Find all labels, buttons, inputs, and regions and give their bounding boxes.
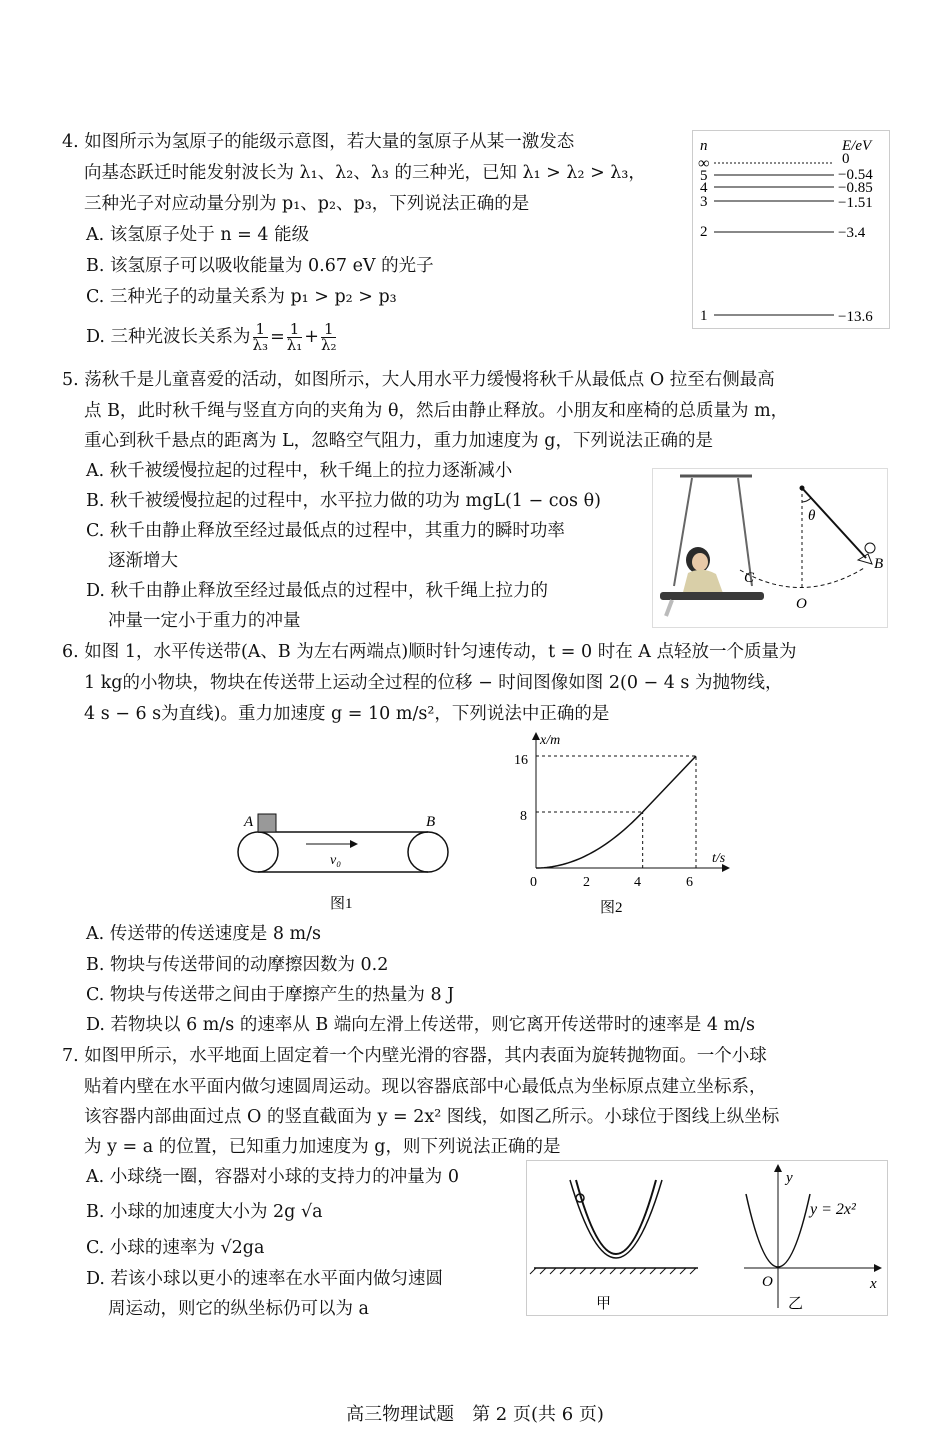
q6-option-b: B. 物块与传送带间的动摩擦因数为 0.2 [86, 955, 389, 975]
q7-option-d-line2: 周运动，则它的纵坐标仍可以为 a [108, 1299, 369, 1319]
q5-option-d-line1: D. 秋千由静止释放至经过最低点的过程中，秋千绳上拉力的 [86, 581, 549, 601]
curve-equation: y = 2x² [810, 1201, 856, 1218]
level-inf-e: 0 [842, 151, 850, 167]
q6-option-a: A. 传送带的传送速度是 8 m/s [86, 924, 321, 944]
q5-option-a: A. 秋千被缓慢拉起的过程中，秋千绳上的拉力逐渐减小 [86, 461, 513, 481]
level-inf-n: ∞ [698, 155, 710, 172]
q7-option-a: A. 小球绕一圈，容器对小球的支持力的冲量为 0 [86, 1167, 459, 1187]
q5-option-c-line2: 逐渐增大 [108, 551, 178, 571]
y-axis-arrow [532, 732, 540, 740]
x-axis-label: t/s [712, 851, 726, 866]
y-axis-arrow [774, 1164, 782, 1172]
x-tick-6: 6 [686, 875, 693, 890]
y-axis-label: x/m [540, 733, 561, 748]
x-axis-arrow [874, 1264, 882, 1272]
x-tick-4: 4 [634, 875, 641, 890]
level-1-e: −13.6 [838, 309, 873, 325]
velocity-arrowhead [350, 840, 358, 848]
child-face [692, 553, 708, 571]
figure-yi-caption: 乙 [788, 1296, 804, 1312]
e-axis-label: E/eV [842, 138, 872, 154]
energy-level-diagram [692, 130, 890, 330]
point-b-label: B [874, 556, 884, 572]
q5-option-b: B. 秋千被缓慢拉起的过程中，水平拉力做的功为 mgL(1 − cos θ) [86, 491, 601, 511]
q5-stem-line1: 5. 荡秋千是儿童喜爱的活动，如图所示，大人用水平力缓慢将秋千从最低点 O 拉至右侧最高 [62, 370, 775, 390]
child-head-circle [865, 543, 875, 553]
container-figure [526, 1160, 888, 1316]
container-inner-wall [576, 1180, 656, 1254]
level-3-n: 3 [700, 194, 708, 210]
series-line [643, 756, 696, 812]
q7-stem-line4: 为 y = a 的位置，已知重力加速度为 g，则下列说法正确的是 [84, 1137, 561, 1157]
fraction-1-over-l1: $\frac{1}{\text{λ₁}}$ [286, 320, 303, 354]
q4-option-b: B. 该氢原子可以吸收能量为 0.67 eV 的光子 [86, 256, 434, 276]
level-4-n: 4 [700, 180, 708, 196]
xt-chart [490, 730, 735, 914]
equals-sign: = [270, 327, 285, 347]
v0-label: v₀ [330, 853, 342, 868]
swing-rope-left [674, 478, 692, 586]
q7-stem-line2: 贴着内壁在水平面内做匀速圆周运动。现以容器底部中心最低点为坐标原点建立坐标系， [84, 1077, 767, 1097]
angle-arc [802, 498, 811, 502]
q4-stem-line1: 4. 如图所示为氢原子的能级示意图，若大量的氢原子从某一激发态 [62, 132, 575, 152]
level-3-e: −1.51 [838, 195, 873, 211]
q4-stem-line3: 三种光子对应动量分别为 p₁、p₂、p₃，下列说法正确的是 [84, 194, 530, 214]
y-tick-16: 16 [514, 753, 528, 768]
seat-sketch [858, 554, 872, 564]
q6-stem-line1: 6. 如图 1，水平传送带(A、B 为左右两端点)顺时针匀速传动，t = 0 时在 A 点轻放一个质量为 [62, 642, 797, 662]
q5-option-d-line2: 冲量一定小于重力的冲量 [108, 611, 301, 631]
container-outer-wall [570, 1180, 662, 1258]
q7-option-c: C. 小球的速率为 √2ga [86, 1238, 265, 1258]
level-2-n: 2 [700, 224, 708, 240]
level-5-n: 5 [700, 168, 708, 184]
x-tick-0: 0 [530, 875, 537, 890]
conveyor-figure [232, 800, 458, 914]
page-footer: 高三物理试题 第 2 页(共 6 页) [346, 1404, 604, 1425]
point-b-label: B [426, 814, 436, 830]
q4-option-c: C. 三种光子的动量关系为 p₁ > p₂ > p₃ [86, 287, 397, 307]
q7-stem-line3: 该容器内部曲面过点 O 的竖直截面为 y = 2x² 图线，如图乙所示。小球位于图线上纵坐标 [84, 1107, 780, 1127]
y-label: y [786, 1170, 793, 1186]
q4-option-a: A. 该氢原子处于 n = 4 能级 [86, 225, 310, 245]
figure-1-caption: 图1 [330, 896, 353, 912]
figure-jia-caption: 甲 [596, 1296, 612, 1312]
point-c-label: C [744, 570, 755, 586]
level-5-e: −0.54 [838, 167, 873, 183]
swing-seat [660, 592, 764, 600]
q6-stem-line2: 1 kg的小物块，物块在传送带上运动全过程的位移 − 时间图像如图 2(0 − 4 s 为抛物线， [84, 673, 783, 693]
ground-hatching [530, 1268, 696, 1274]
theta-label: θ [808, 508, 816, 524]
fraction-1-over-l3: $\frac{1}{\text{λ₃}}$ [252, 320, 269, 354]
q6-option-c: C. 物块与传送带之间由于摩擦产生的热量为 8 J [86, 985, 455, 1005]
level-2-e: −3.4 [838, 225, 866, 241]
right-pulley [408, 832, 448, 872]
q6-stem-line3: 4 s − 6 s为直线)。重力加速度 g = 10 m/s²，下列说法中正确的是 [84, 704, 610, 724]
q5-option-c-line1: C. 秋千由静止释放至经过最低点的过程中，其重力的瞬时功率 [86, 521, 565, 541]
child-leg [666, 600, 672, 616]
q7-stem-line1: 7. 如图甲所示，水平地面上固定着一个内壁光滑的容器，其内表面为旋转抛物面。一个小球 [62, 1046, 767, 1066]
q5-stem-line2: 点 B，此时秋千绳与竖直方向的夹角为 θ，然后由静止释放。小朋友和座椅的总质量为 m， [84, 401, 789, 421]
point-o-label: O [796, 596, 807, 612]
q4-stem-line2: 向基态跃迁时能发射波长为 λ₁、λ₂、λ₃ 的三种光，已知 λ₁ > λ₂ > λ₃， [84, 163, 646, 183]
level-1-n: 1 [700, 308, 708, 324]
left-pulley [238, 832, 278, 872]
level-4-e: −0.85 [838, 180, 873, 196]
swing-figure [652, 468, 888, 628]
x-tick-2: 2 [583, 875, 590, 890]
x-label: x [870, 1276, 877, 1292]
q4-option-d [86, 322, 338, 353]
figure-2-caption: 图2 [600, 900, 623, 914]
q5-stem-line3: 重心到秋千悬点的距离为 L，忽略空气阻力，重力加速度为 g，下列说法正确的是 [84, 431, 713, 451]
n-axis-label: n [700, 138, 708, 154]
y-tick-8: 8 [520, 809, 527, 824]
fraction-1-over-l2: $\frac{1}{\text{λ₂}}$ [320, 320, 337, 354]
q4-option-d-prefix: D. 三种光波长关系为 [86, 327, 251, 347]
small-block [258, 814, 276, 832]
q7-option-b: B. 小球的加速度大小为 2g √a [86, 1202, 323, 1222]
q6-option-d: D. 若物块以 6 m/s 的速率从 B 端向左滑上传送带，则它离开传送带时的速率是 4 m/s [86, 1015, 756, 1035]
origin-label: O [762, 1274, 773, 1290]
point-a-label: A [244, 814, 254, 830]
q7-option-d-line1: D. 若该小球以更小的速率在水平面内做匀速圆 [86, 1269, 444, 1289]
plus-sign: + [304, 327, 319, 347]
series-parabola [536, 812, 643, 868]
